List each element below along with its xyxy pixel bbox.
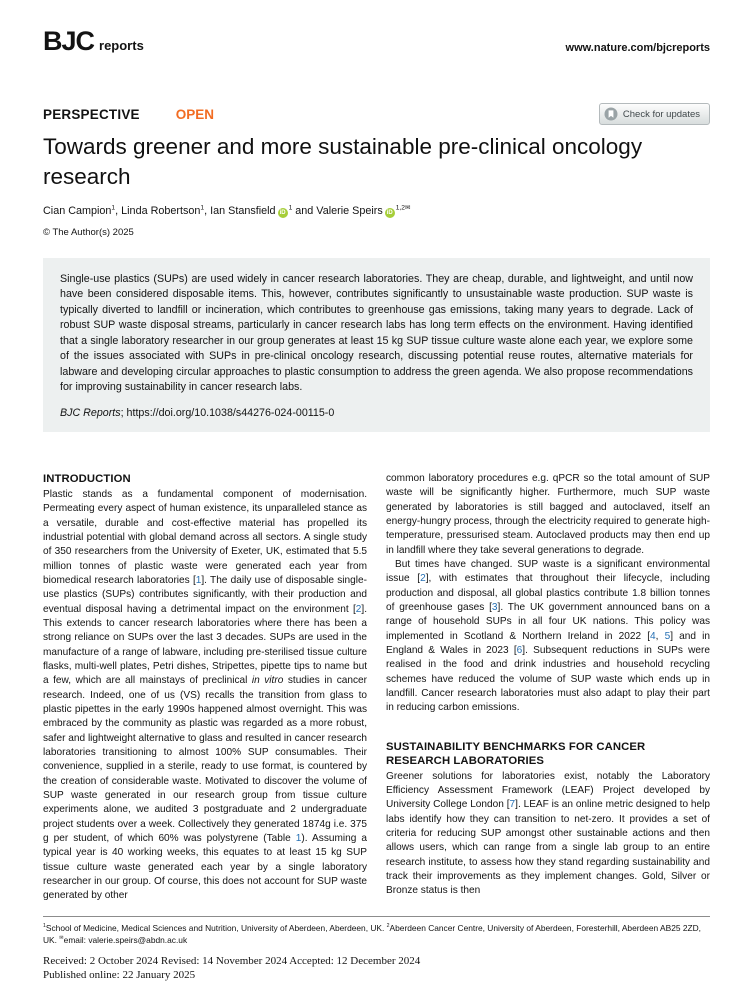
citation-link[interactable]: 1	[195, 575, 202, 587]
text-segment: Greener solutions for laboratories exist, notably the Laboratory Efficiency Assessment Framework (LEAF) Project developed by University College London [	[386, 770, 710, 811]
section-heading-sustainability: SUSTAINABILITY BENCHMARKS FOR CANCER RESEARCH LABORATORIES	[386, 740, 646, 767]
section-heading-introduction: INTRODUCTION	[43, 472, 131, 485]
text-segment: ]. The daily use of disposable single-use plastics (SUPs) contributes significantly, with their production and eventual disposal having a detrimental impact on the environment [	[43, 575, 367, 615]
left-column	[43, 472, 367, 904]
text-segment: , Linda Robertson	[115, 204, 201, 217]
journal-name: BJC Reports	[60, 406, 121, 419]
superscript: 2	[386, 922, 390, 929]
article-type-label: PERSPECTIVE	[43, 106, 140, 122]
citation-link[interactable]: 2	[355, 603, 362, 615]
journal-logo-reports: reports	[99, 38, 144, 53]
citation-link[interactable]: 3	[491, 601, 498, 613]
article-body	[43, 472, 710, 904]
text-segment: , Ian Stansfield	[204, 204, 276, 217]
text-segment: Plastic stands as a fundamental component of modernisation. Permeating every aspect of human existence, its unparalleled stance as a versatile, durable and cost-effective material has propelled its industrial potential with global demand across all sectors. A single study of 350 researchers from the University of Exeter, UK, estimated that 5.5 million tonnes of plastic waste were generated each year from biomedical research laboratories [	[43, 489, 367, 587]
journal-logo	[43, 26, 144, 57]
journal-logo-bjc: BJC	[43, 26, 95, 56]
body-paragraph-continuation: common laboratory procedures e.g. qPCR so the total amount of SUP waste will be significantly higher. Furthermore, much SUP waste generated by laboratories is still bagged and autoclaved, itself an energy-hungry process, through the electricity required to generate high-temperature, pressurised steam. Autoclaved products may then end up in landfill where they take several generations to degrade.	[386, 472, 710, 556]
check-updates-button[interactable]	[599, 103, 710, 125]
article-type-row	[43, 103, 710, 125]
superscript: 1	[288, 204, 293, 212]
doi-link[interactable]: ; https://doi.org/10.1038/s44276-024-00115-0	[120, 406, 335, 419]
page-footer	[43, 916, 710, 981]
text-segment: But times have changed. SUP waste is a significant environmental issue [	[386, 558, 710, 585]
text-segment: Cian Campion	[43, 204, 112, 217]
page-title: Towards greener and more sustainable pre-clinical oncology research	[43, 134, 643, 189]
intro-paragraph	[43, 488, 367, 904]
text-segment: ]. The UK government announced bans on a range of household SUPs in all four UK nations. This policy was implemented in Scotland & Northern Ireland in 2022 [	[386, 601, 711, 642]
check-updates-label: Check for updates	[622, 108, 700, 120]
email-icon[interactable]: ✉	[405, 204, 411, 212]
superscript: 1	[200, 204, 205, 212]
authors-line	[43, 205, 710, 218]
received-dates-line: Received: 2 October 2024 Revised: 14 November 2024 Accepted: 12 December 2024	[43, 954, 421, 967]
orcid-icon[interactable]: iD	[279, 209, 286, 216]
masthead	[43, 26, 710, 57]
doi-line	[60, 407, 693, 419]
citation-link[interactable]: 6	[516, 644, 523, 656]
text-segment: ]. Subsequent reductions in SUPs were realised in the food and drink industries and household recycling schemes have reduced the volume of SUP waste which ends up in landfill. Cancer research laboratories must also adapt to play their part in reducing carbon emissions.	[386, 644, 710, 714]
open-access-label: OPEN	[175, 106, 214, 122]
superscript: 1	[43, 922, 46, 929]
text-segment: studies in cancer research. Indeed, one of us (VS) recalls the transition from glass to plastic pipettes in the early 1990s happened almost overnight. This was embraced by the community as plastic was regarded as a more robust, safer and lightweight alternative to glass and resulted in cancer research laboratories transitioning to almost 100% SUP consumables. Their convenience, supplied in a sterile, ready to use format, is countered by the creation of considerable waste. Motivated to discover the volume of SUP waste generated in our research group from tissue culture experiments alone, we audited 3 postgraduate and 2 undergraduate project students over a week. Collectively they generated 1874g i.e. 375 g per student, of which 60% was polystyrene (Table	[43, 675, 367, 844]
citation-link[interactable]: 5	[664, 630, 671, 642]
abstract-text: Single-use plastics (SUPs) are used widely in cancer research laboratories. They are cheap, durable, and lightweight, and until now have been considered disposable items. This, however, contributes significantly to unsustainable waste production. SUP waste is typically diverted to landfill or incineration, which contributes to greenhouse gas emissions, taking many years to degrade. Lack of robust SUP waste disposal streams, particularly in cancer research labs has long term effects on the environment. Having identified that a single laboratory researcher in our group generates at least 15 kg SUP tissue culture waste alone each year, we explore some of the issues associated with SUPs in pre-clinical oncology research, discussing potential reuse routes, alternative materials for labware and developing circular approaches to plastic consumption to address the green agenda. We also propose recommendations for improving sustainability in cancer research labs.	[60, 272, 693, 394]
text-segment: and Valerie Speirs	[292, 204, 383, 217]
published-online-line: Published online: 22 January 2025	[43, 968, 196, 981]
citation-link[interactable]: 1	[295, 832, 302, 844]
citation-link[interactable]: 2	[420, 573, 426, 585]
text-segment: Aberdeen Cancer Centre, University of Aberdeen, Foresterhill, Aberdeen AB25 2ZD, UK.	[43, 922, 701, 946]
text-segment: ]. This extends to cancer research laboratories where there has been a strong reliance on SUPs over the last 3 decades. SUPs are used in the manufacture of a range of labware, including pre-sterilised tissue culture flasks, multi-well plates, Petri dishes, Stripettes, pipette tips to name but a few, which are all mainstays of preclinical	[43, 603, 367, 687]
text-segment: email: valerie.speirs@abdn.ac.uk	[63, 935, 188, 946]
text-segment: ] and in England & Wales in 2023 [	[386, 630, 710, 656]
affiliations-note	[43, 922, 710, 947]
text-segment: ]. LEAF is an online metric designed to help labs identify how they can transition to net-zero. It provides a set of criteria for reducing SUP amongst other sustainable actions and then allows users, which can range from a single lab group to an entire research institute, to assess how they stand regarding sustainability and track their improvements as they implement changes. Gold, Silver or Bronze status is then	[386, 799, 711, 897]
copyright-line: © The Author(s) 2025	[43, 226, 134, 238]
text-segment: ). Assuming a typical year is 40 working weeks, this equates to at least 15 kg SUP tissue culture waste generated each year by a single laboratory researcher in our group. Of course, this does not account for SUP waste generated by other	[43, 832, 368, 902]
body-paragraph-times-changed	[386, 558, 710, 716]
superscript: 1	[111, 204, 116, 212]
text-segment: ], with estimates that throughout their lifecycle, including production and disposal, all global plastics contribute 1.8 billion tonnes of greenhouse gases [	[386, 573, 710, 613]
footer-divider	[43, 916, 710, 917]
sustainability-paragraph	[386, 770, 710, 899]
orcid-icon[interactable]: iD	[386, 209, 393, 216]
journal-url: www.nature.com/bjcreports	[565, 42, 710, 54]
crossmark-icon	[604, 107, 618, 121]
superscript: ✉	[59, 935, 64, 942]
text-segment: ,	[655, 630, 665, 642]
superscript: 1,2	[395, 204, 406, 212]
citation-link[interactable]: 4	[650, 630, 656, 642]
italic-text: in vitro	[251, 675, 284, 687]
text-segment: School of Medicine, Medical Sciences and Nutrition, University of Aberdeen, Aberdeen, UK.	[45, 922, 387, 933]
citation-link[interactable]: 7	[509, 799, 516, 811]
abstract-panel	[43, 258, 710, 432]
right-column	[386, 472, 710, 904]
